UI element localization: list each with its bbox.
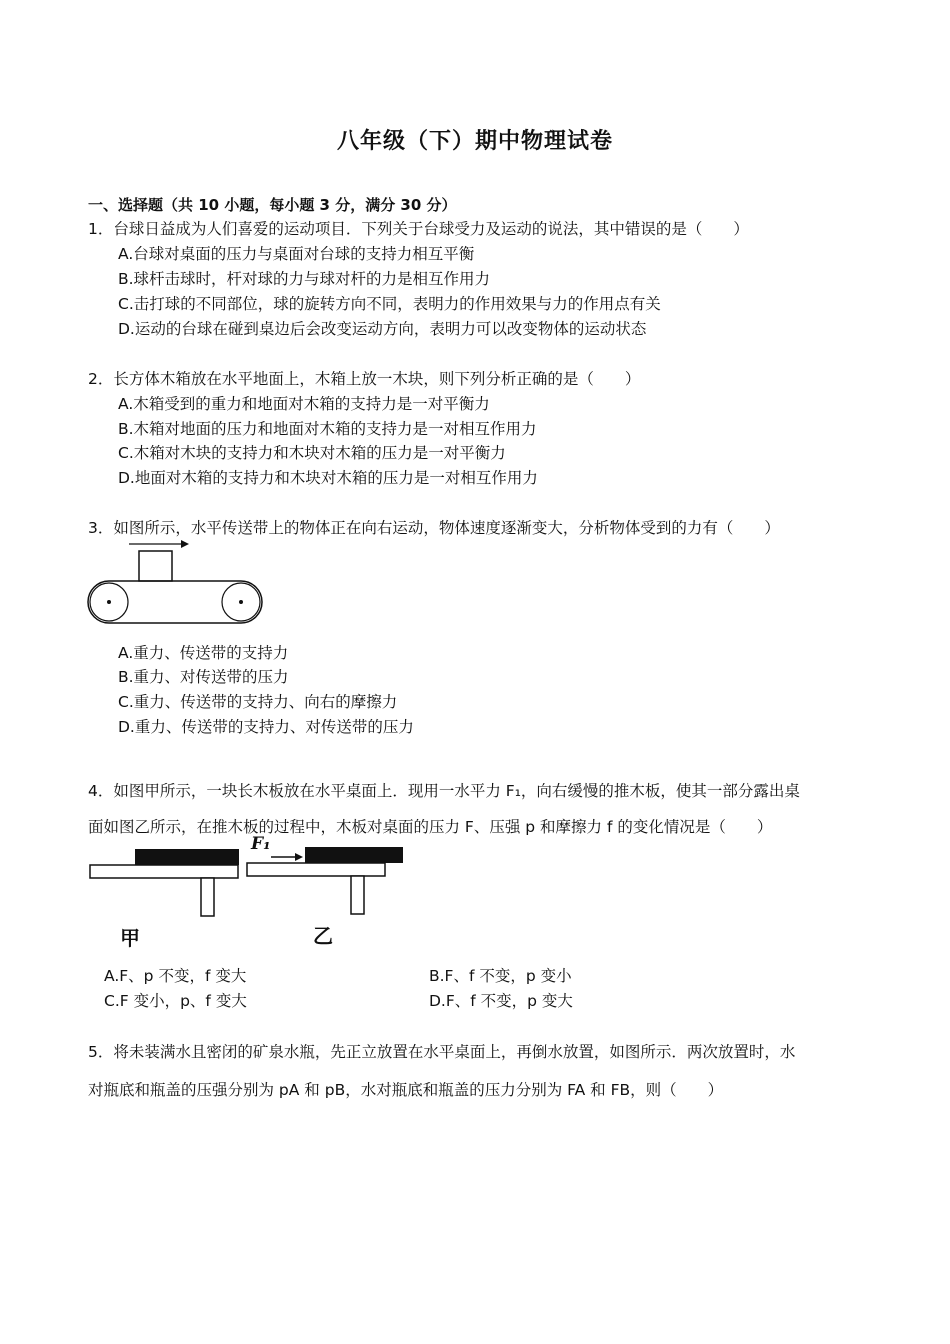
question-4-option-d[interactable]: D.F、f 不变，p 变大 — [429, 992, 573, 1010]
conveyor-belt-figure — [85, 537, 267, 629]
question-2-stem: 2．长方体木箱放在水平地面上，木箱上放一木块，则下列分析正确的是（ ） — [88, 370, 641, 388]
figure-label-jia: 甲 — [120, 926, 140, 950]
question-4-stem-line1: 4．如图甲所示，一块长木板放在水平桌面上．现用一水平力 F₁，向右缓慢的推木板，使其一部分露出桌 — [88, 782, 800, 800]
question-3-option-c[interactable]: C.重力、传送带的支持力、向右的摩擦力 — [118, 693, 398, 711]
question-2-option-b[interactable]: B.木箱对地面的压力和地面对木箱的支持力是一对相互作用力 — [118, 420, 537, 438]
section-heading: 一、选择题（共 10 小题，每小题 3 分，满分 30 分） — [88, 196, 457, 214]
question-1-option-a[interactable]: A.台球对桌面的压力与桌面对台球的支持力相互平衡 — [118, 245, 475, 263]
question-3-stem: 3．如图所示，水平传送带上的物体正在向右运动，物体速度逐渐变大，分析物体受到的力有（ ） — [88, 519, 780, 537]
question-5-stem-line2: 对瓶底和瓶盖的压强分别为 pA 和 pB，水对瓶底和瓶盖的压力分别为 FA 和 FB，则（ ） — [88, 1081, 724, 1099]
question-2-option-c[interactable]: C.木箱对木块的支持力和木块对木箱的压力是一对平衡力 — [118, 444, 506, 462]
question-4-option-b[interactable]: B.F、f 不变，p 变小 — [429, 967, 572, 985]
page-title: 八年级（下）期中物理试卷 — [336, 129, 613, 154]
question-1-option-b[interactable]: B.球杆击球时，杆对球的力与球对杆的力是相互作用力 — [118, 270, 491, 288]
figure-label-yi: 乙 — [313, 924, 333, 948]
question-5-stem-line1: 5．将未装满水且密闭的矿泉水瓶，先正立放置在水平桌面上，再倒水放置，如图所示．两次放置时，水 — [88, 1043, 796, 1061]
force-f1-label: F₁ — [251, 834, 271, 854]
question-2-option-a[interactable]: A.木箱受到的重力和地面对木箱的支持力是一对平衡力 — [118, 395, 490, 413]
question-1-option-c[interactable]: C.击打球的不同部位，球的旋转方向不同，表明力的作用效果与力的作用点有关 — [118, 295, 661, 313]
question-1-stem: 1．台球日益成为人们喜爱的运动项目．下列关于台球受力及运动的说法，其中错误的是（ ） — [88, 220, 749, 238]
question-4-option-c[interactable]: C.F 变小，p、f 变大 — [104, 992, 247, 1010]
question-3-option-b[interactable]: B.重力、对传送带的压力 — [118, 668, 289, 686]
question-3-option-d[interactable]: D.重力、传送带的支持力、对传送带的压力 — [118, 718, 414, 736]
question-3-option-a[interactable]: A.重力、传送带的支持力 — [118, 644, 289, 662]
question-4-option-a[interactable]: A.F、p 不变，f 变大 — [104, 967, 247, 985]
question-2-option-d[interactable]: D.地面对木箱的支持力和木块对木箱的压力是一对相互作用力 — [118, 469, 538, 487]
question-1-option-d[interactable]: D.运动的台球在碰到桌边后会改变运动方向，表明力可以改变物体的运动状态 — [118, 320, 647, 338]
question-4-stem-line2: 面如图乙所示，在推木板的过程中，木板对桌面的压力 F、压强 p 和摩擦力 f 的变化情况是（ ） — [88, 818, 773, 836]
